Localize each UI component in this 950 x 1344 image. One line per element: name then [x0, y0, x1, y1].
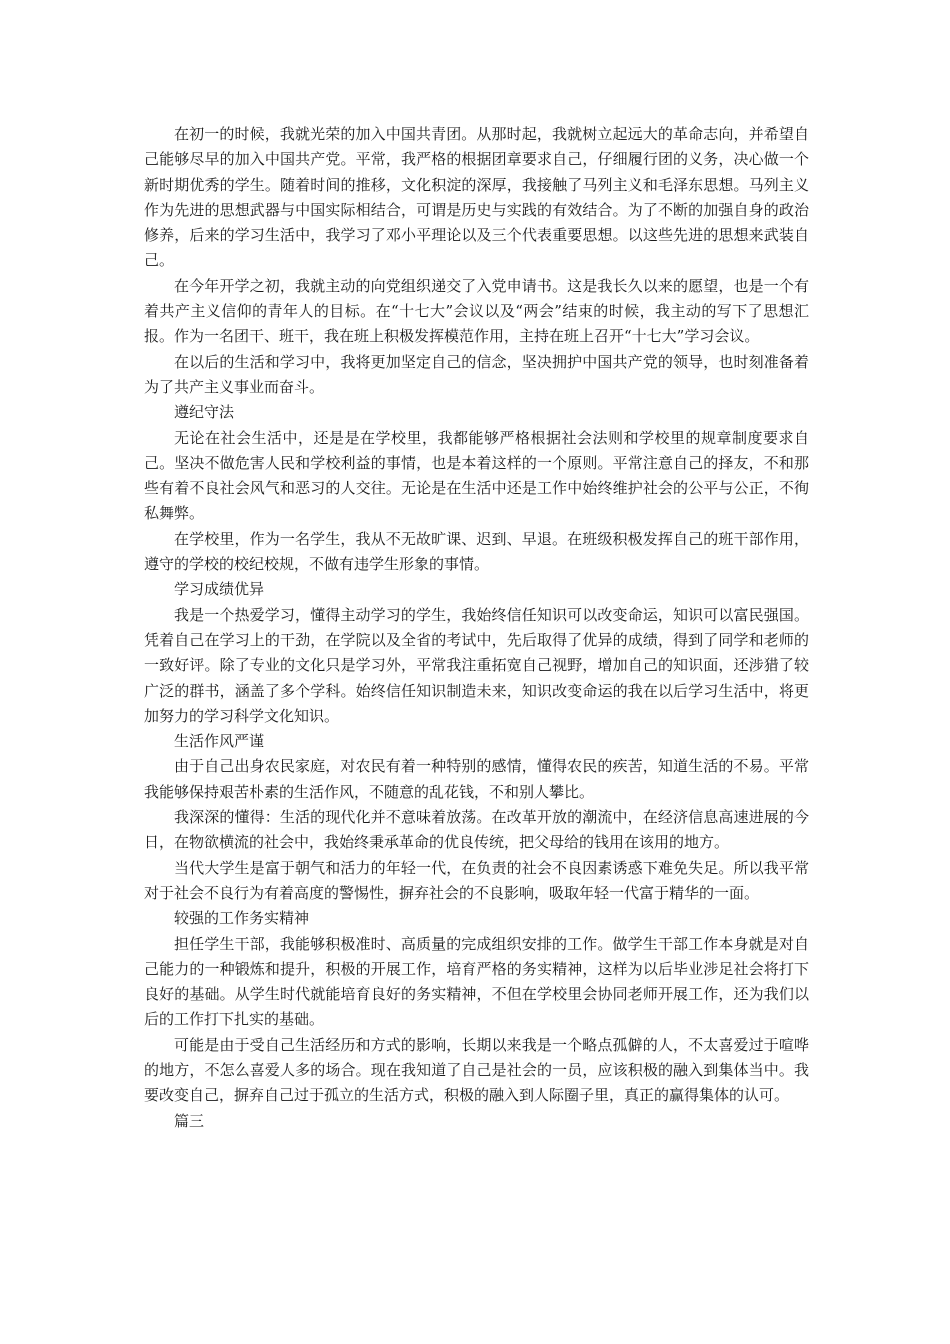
section-heading-lifestyle: 生活作风严谨: [174, 732, 265, 751]
section-heading-work-spirit: 较强的工作务实精神: [174, 909, 310, 928]
section-heading-part-three: 篇三: [174, 1111, 205, 1130]
paragraph-party-application: 在今年开学之初，我就主动的向党组织递交了入党申请书。这是我长久以来的愿望，也是一个有着共产主义信仰的青年人的目标。在“十七大”会议以及“两会”结束的时候，我主动的写下了思想汇报。作为一名团干、班干，我在班上积极发挥模范作用，主持在班上召开“十七大”学习会议。: [144, 276, 809, 346]
paragraph-student-cadre: 担任学生干部，我能够积极准时、高质量的完成组织安排的工作。做学生干部工作本身就是对自己能力的一种锻炼和提升，积极的开展工作，培育严格的务实精神，这样为以后毕业涉足社会将打下良好的基础。从学生时代就能培育良好的务实精神，不但在学校里会协同老师开展工作，还为我们以后的工作打下扎实的基础。: [144, 934, 809, 1029]
paragraph-school-discipline: 在学校里，作为一名学生，我从不无故旷课、迟到、早退。在班级积极发挥自己的班干部作用，遵守的学校的校纪校规，不做有违学生形象的事情。: [144, 529, 809, 574]
paragraph-modern-life: 我深深的懂得：生活的现代化并不意味着放荡。在改革开放的潮流中，在经济信息高速进展的今日，在物欲横流的社会中，我始终秉承革命的优良传统，把父母给的钱用在该用的地方。: [144, 808, 809, 852]
paragraph-future-belief: 在以后的生活和学习中，我将更加坚定自己的信念，坚决拥护中国共产党的领导，也时刻准备着为了共产主义事业而奋斗。: [144, 352, 809, 396]
document-body: [144, 122, 809, 1134]
paragraph-love-of-learning: 我是一个热爱学习，懂得主动学习的学生，我始终信任知识可以改变命运，知识可以富民强国。凭着自己在学习上的干劲，在学院以及全省的考试中，先后取得了优异的成绩，得到了同学和老师的一致好评。除了专业的文化只是学习外，平常我注重拓宽自己视野，增加自己的知识面，还涉猎了较广泛的群书，涵盖了多个学科。始终信任知识制造未来，知识改变命运的我在以后学习生活中，将更加努力的学习科学文化知识。: [144, 605, 809, 725]
section-heading-academic: 学习成绩优异: [174, 580, 265, 599]
paragraph-self-improvement: 可能是由于受自己生活经历和方式的影响，长期以来我是一个略点孤僻的人，不太喜爱过于喧哗的地方，不怎么喜爱人多的场合。现在我知道了自己是社会的一员，应该积极的融入到集体当中。我要改变自己，摒弃自己过于孤立的生活方式，积极的融入到人际圈子里，真正的赢得集体的认可。: [144, 1035, 809, 1105]
section-heading-law-abiding: 遵纪守法: [174, 403, 235, 422]
paragraph-youth-league: 在初一的时候，我就光荣的加入中国共青团。从那时起，我就树立起远大的革命志向，并希望自己能够尽早的加入中国共产党。平常，我严格的根据团章要求自己，仔细履行团的义务，决心做一个新时期优秀的学生。随着时间的推移，文化积淀的深厚，我接触了马列主义和毛泽东思想。马列主义作为先进的思想武器与中国实际相结合，可谓是历史与实践的有效结合。为了不断的加强自身的政治修养，后来的学习生活中，我学习了邓小平理论以及三个代表重要思想。以这些先进的思想来武装自己。: [144, 125, 809, 270]
paragraph-vigilance: 当代大学生是富于朝气和活力的年轻一代，在负责的社会不良因素诱惑下难免失足。所以我平常对于社会不良行为有着高度的警惕性，摒弃社会的不良影响，吸取年轻一代富于精华的一面。: [144, 858, 809, 902]
paragraph-social-rules: 无论在社会生活中，还是是在学校里，我都能够严格根据社会法则和学校里的规章制度要求自己。坚决不做危害人民和学校利益的事情，也是本着这样的一个原则。平常注意自己的择友，不和那些有着不良社会风气和恶习的人交往。无论是在生活中还是工作中始终维护社会的公平与公正，不徇私舞弊。: [144, 428, 809, 523]
paragraph-farmer-family: 由于自己出身农民家庭，对农民有着一种特别的感情，懂得农民的疾苦，知道生活的不易。平常我能够保持艰苦朴素的生活作风，不随意的乱花钱，不和别人攀比。: [144, 757, 809, 801]
